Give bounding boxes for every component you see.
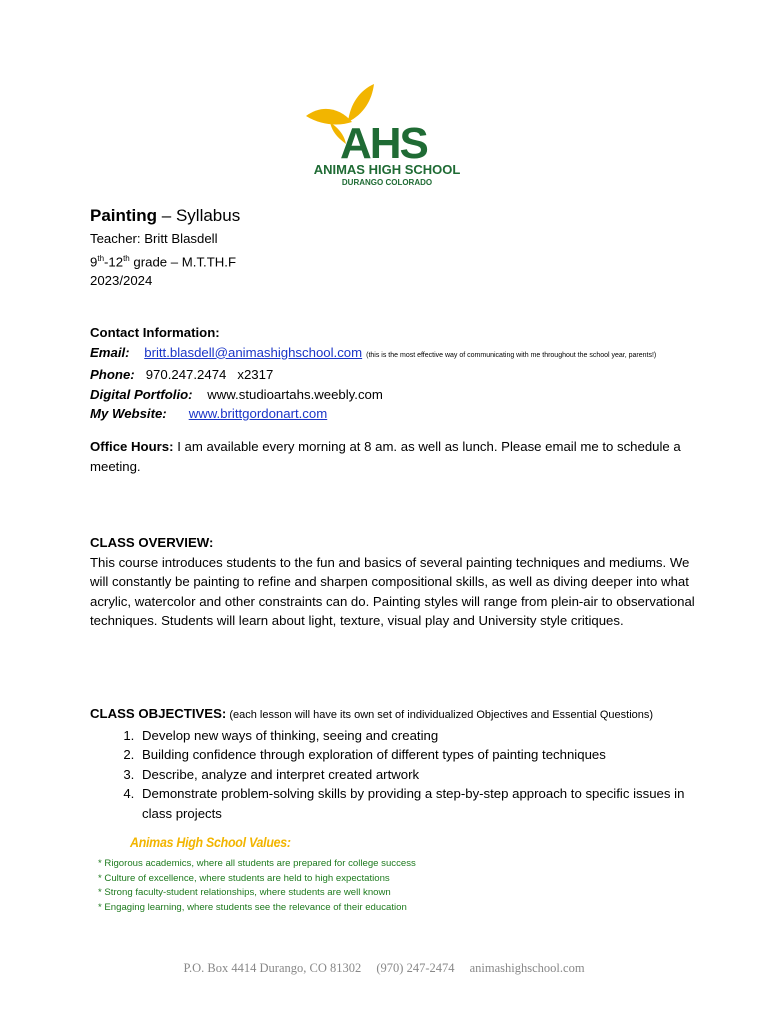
footer-phone: (970) 247-2474 [376, 961, 455, 975]
school-logo [300, 82, 475, 188]
list-item: 1. Develop new ways of thinking, seeing and creating [138, 726, 698, 746]
website-link[interactable]: www.brittgordonart.com [188, 406, 328, 421]
portfolio-value: www.studioartahs.weebly.com [207, 386, 383, 402]
title-subject: Painting [90, 206, 158, 225]
objectives-note: (each lesson will have its own set of individualized Objectives and Essential Questions) [226, 709, 654, 721]
logo-school-name: ANIMAS HIGH SCHOOL [313, 162, 461, 177]
footer-address: P.O. Box 4414 Durango, CO 81302 [183, 961, 362, 975]
email-note: (this is the most effective way of communicating with me throughout the school year, parents!) [366, 351, 657, 359]
page-footer [0, 961, 768, 976]
class-objectives [90, 704, 698, 823]
list-item: * Engaging learning, where students see the relevance of their education [98, 901, 407, 913]
page-title [90, 205, 698, 227]
year-line: 2023/2024 [90, 273, 153, 289]
list-item: * Strong faculty-student relationships, where students are well known [98, 887, 391, 898]
class-overview [90, 533, 698, 631]
list-item: 4. Demonstrate problem-solving skills by providing a step-by-step approach to specific issues in class projects [138, 784, 698, 823]
phone-row: Phone: 970.247.2474 x2317 [90, 367, 274, 382]
website-row: My Website: www.brittgordonart.com [90, 406, 328, 421]
values-title: Animas High School Values: [130, 835, 291, 850]
portfolio-row: Digital Portfolio: www.studioartahs.weebly.com [90, 386, 383, 402]
contact-section [90, 323, 698, 424]
title-rest: – Syllabus [157, 206, 241, 225]
logo-initials: AHS [340, 119, 427, 168]
overview-heading: CLASS OVERVIEW: [90, 535, 214, 550]
list-item: 3. Describe, analyze and interpret created artwork [138, 765, 698, 785]
grade-line: 9th-12th grade – M.T.TH.F [90, 253, 237, 269]
contact-heading: Contact Information: [90, 325, 220, 340]
footer-site: animashighschool.com [469, 961, 585, 975]
office-hours-label: Office Hours: [90, 439, 174, 454]
logo-location: DURANGO COLORADO [341, 178, 433, 187]
office-hours-text: I am available every morning at 8 am. as well as lunch. Please email me to schedule a meeting. [90, 439, 681, 474]
teacher-line: Teacher: Britt Blasdell [90, 231, 218, 246]
email-link[interactable]: britt.blasdell@animashighschool.com [144, 344, 363, 360]
list-item: * Culture of excellence, where students are held to high expectations [98, 872, 390, 884]
values-list [98, 857, 416, 915]
objectives-heading: CLASS OBJECTIVES: [90, 706, 227, 721]
list-item: 2. Building confidence through exploration of different types of painting techniques [138, 745, 698, 765]
overview-text: This course introduces students to the fun and basics of several painting techniques and mediums. We will constantly be painting to refine and sharpen compositional skills, as well as diving deeper into what acrylic, watercolor and other constraints can do. Painting styles will range from plein-air to observational techniques. Students will learn about light, texture, visual play and University style critiques. [90, 554, 695, 628]
list-item: * Rigorous academics, where all students are prepared for college success [98, 858, 416, 869]
objectives-list [90, 726, 698, 824]
email-row: Email: britt.blasdell@animashighschool.com (this is the most effective way of communicating with me throughout the school year, parents!) [90, 344, 657, 360]
phone-value: 970.247.2474 x2317 [145, 367, 274, 382]
office-hours [90, 437, 698, 476]
course-meta [90, 229, 698, 291]
